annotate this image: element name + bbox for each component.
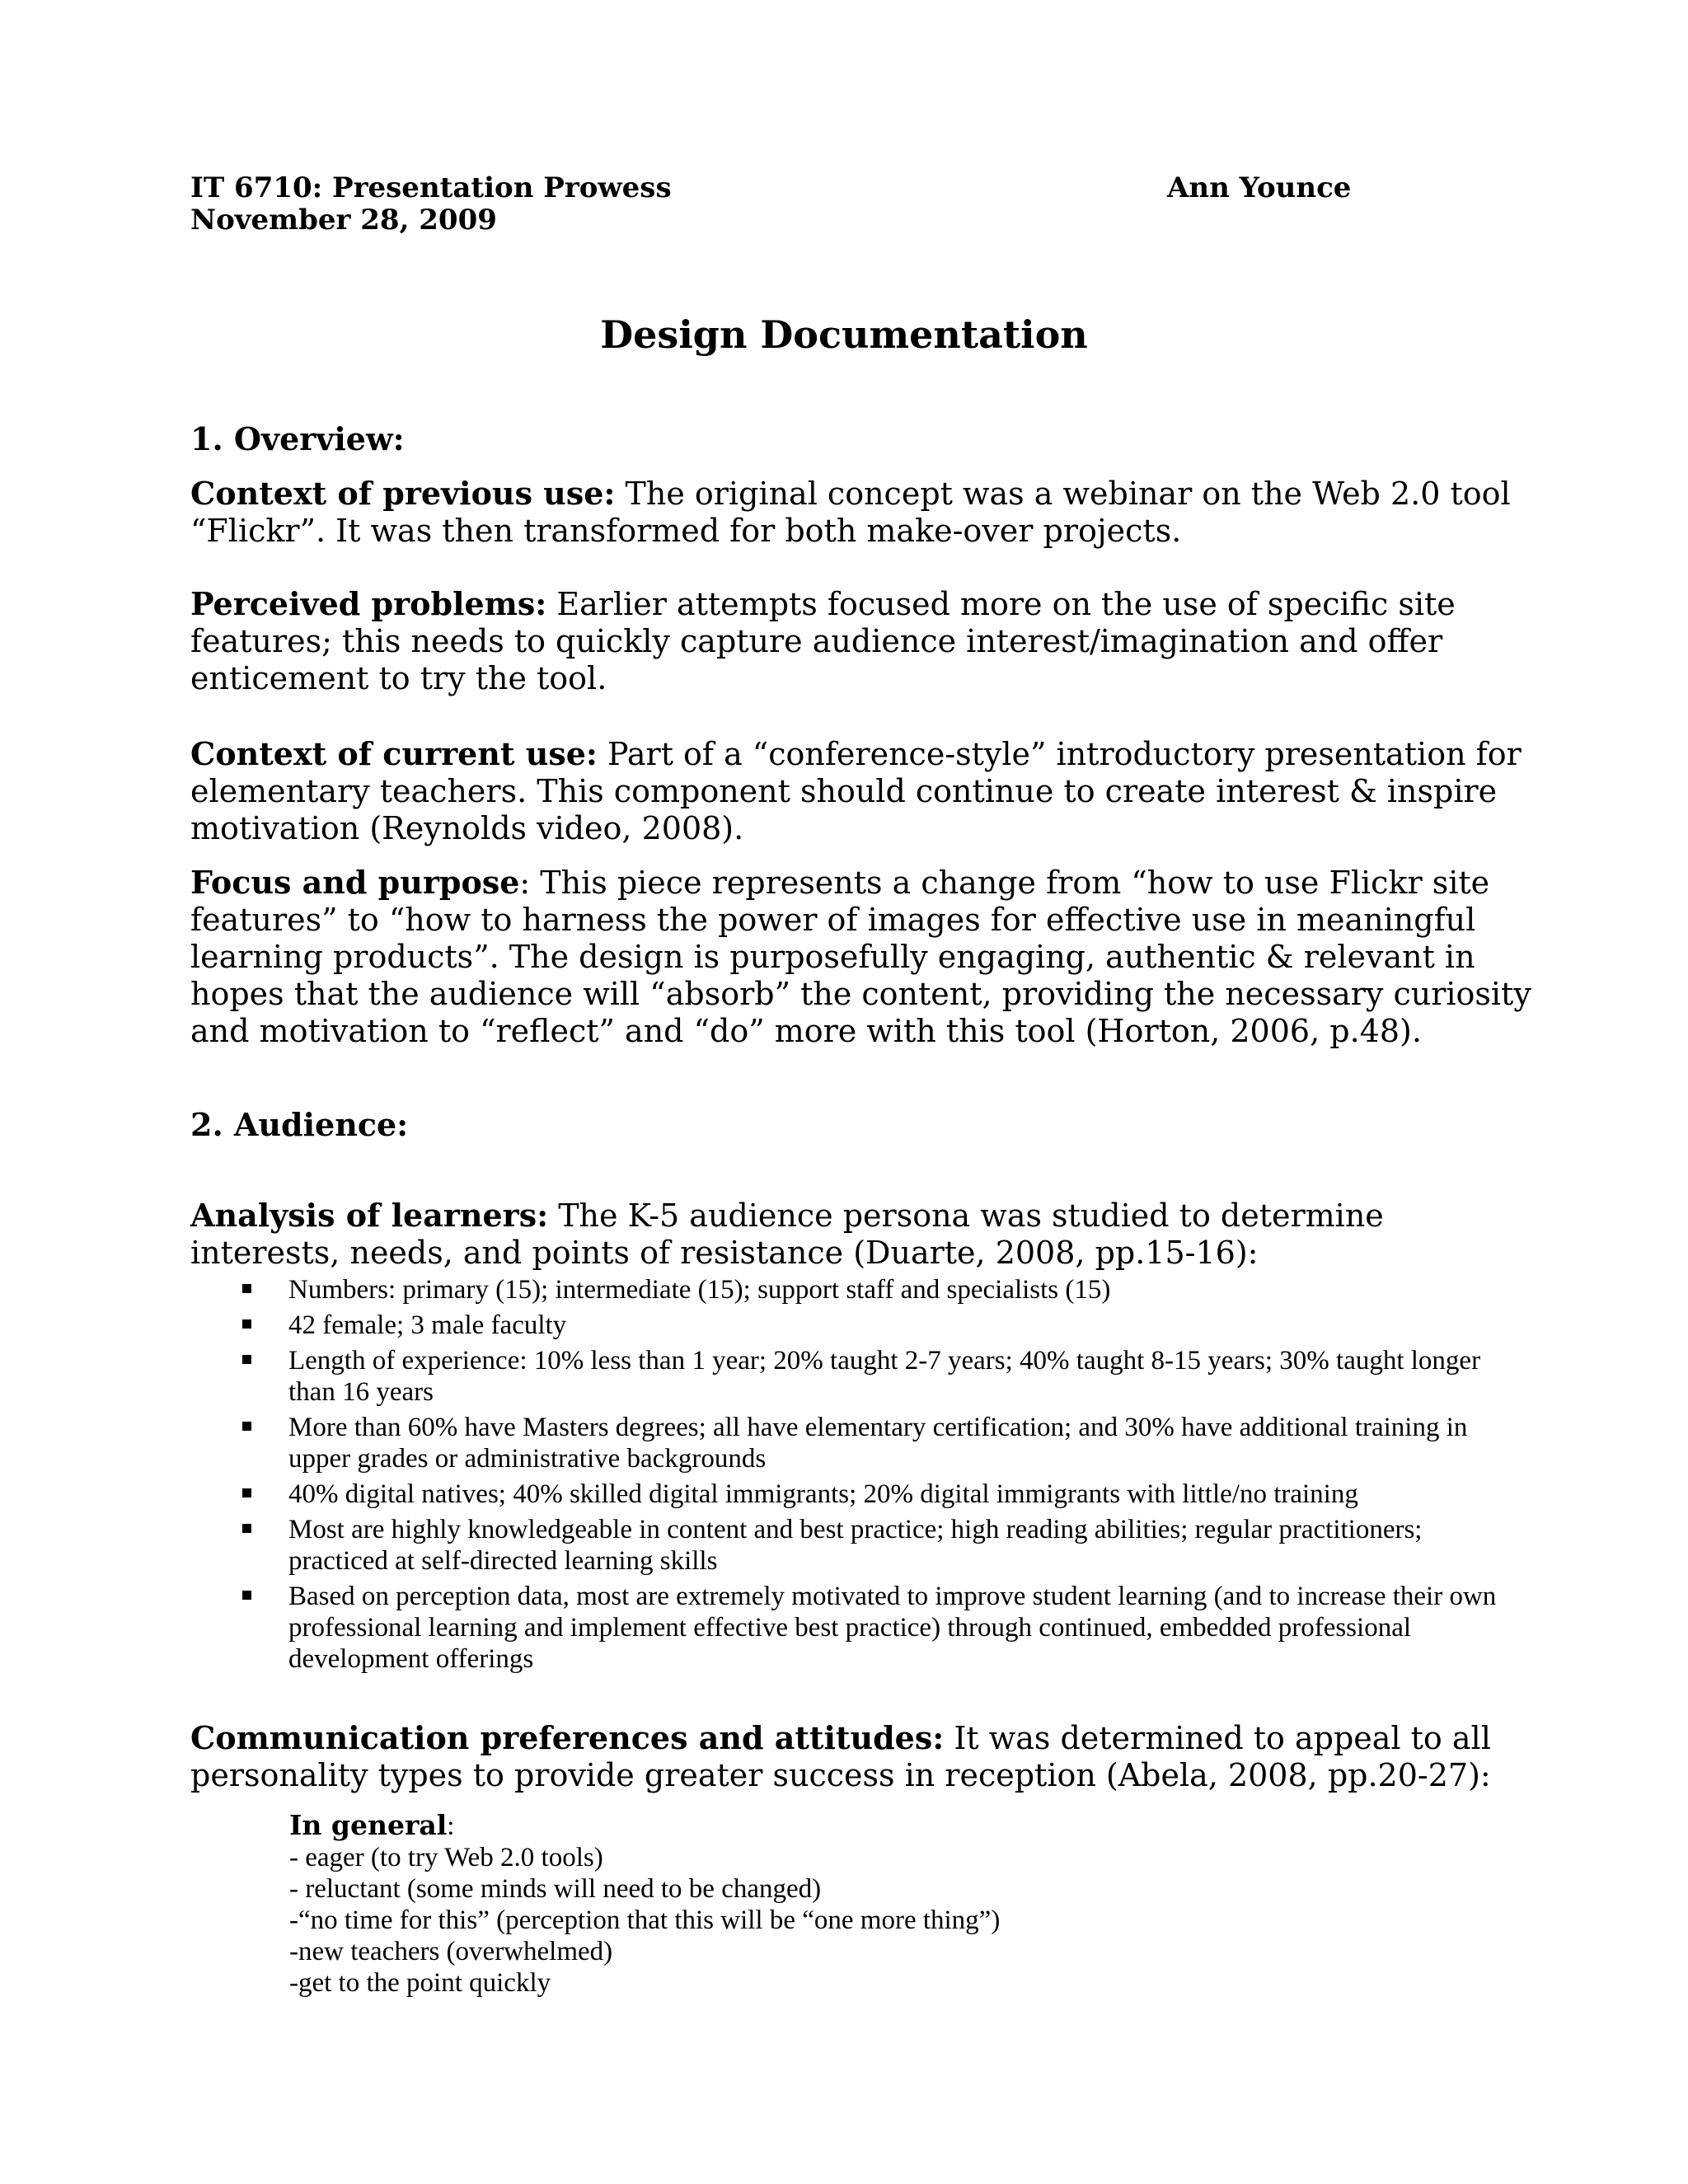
bullet-square-icon <box>242 1488 251 1497</box>
bullet-square-icon <box>242 1422 251 1431</box>
paragraph-context-previous-use <box>190 475 1542 550</box>
paragraph-text: It was determined to appeal to all personality types to provide greater success in reception (Abela, 2008, pp.20-27): <box>190 1720 1491 1793</box>
bullet-square-icon <box>242 1355 251 1364</box>
author-name: Ann Younce <box>1167 171 1352 204</box>
paragraph-communication-preferences <box>190 1719 1542 1794</box>
bullet-square-icon <box>242 1524 251 1533</box>
general-heading: In general: <box>289 1809 455 1841</box>
list-item: Most are highly knowledgeable in content and best practice; high reading abilities; regular practitioners; practiced at self-directed learning skills <box>239 1514 1525 1577</box>
paragraph-text: : This piece represents a change from “how to use Flickr site features” to “how to harness the power of images for effective use in meaningful learning products”. The design is purposefully engaging, authentic & relevant in hopes that the audience will “absorb” the content, providing the necessary curiosity and motivation to “reflect” and “do” more with this tool (Horton, 2006, p.48). <box>190 865 1531 1049</box>
list-item: - reluctant (some minds will need to be changed) <box>289 1874 822 1904</box>
document-date: November 28, 2009 <box>190 204 497 237</box>
paragraph-label: Focus and purpose <box>190 864 520 901</box>
list-item: -get to the point quickly <box>289 1968 551 1998</box>
paragraph-label: Context of current use: <box>190 735 598 772</box>
section-heading-audience: 2. Audience: <box>190 1106 409 1143</box>
paragraph-text: The original concept was a webinar on the Web 2.0 tool “Flickr”. It was then transformed for both make-over projects. <box>190 476 1511 549</box>
general-attitudes-list <box>289 1810 1443 1999</box>
list-item: -new teachers (overwhelmed) <box>289 1937 613 1966</box>
list-item: More than 60% have Masters degrees; all have elementary certification; and 30% have additional training in upper grades or administrative backgrounds <box>239 1412 1525 1474</box>
page-title: Design Documentation <box>600 312 1088 357</box>
paragraph-perceived-problems <box>190 585 1542 697</box>
paragraph-label: Analysis of learners: <box>190 1197 549 1234</box>
list-item: 42 female; 3 male faculty <box>239 1310 1525 1341</box>
paragraph-text: The K-5 audience persona was studied to determine interests, needs, and points of resistance (Duarte, 2008, pp.15-16): <box>190 1197 1384 1271</box>
list-item: Based on perception data, most are extremely motivated to improve student learning (and to increase their own professional learning and implement effective best practice) through continued, embedded professional development offerings <box>239 1581 1525 1675</box>
paragraph-context-current-use <box>190 735 1542 847</box>
section-heading-overview: 1. Overview: <box>190 420 405 457</box>
paragraph-analysis-learners <box>190 1197 1542 1272</box>
paragraph-focus-purpose <box>190 864 1542 1050</box>
paragraph-label: Context of previous use: <box>190 475 616 512</box>
paragraph-text: Part of a “conference-style” introductory presentation for elementary teachers. This component should continue to create interest & inspire motivation (Reynolds video, 2008). <box>190 736 1522 846</box>
list-item: Length of experience: 10% less than 1 year; 20% taught 2-7 years; 40% taught 8-15 years; 30% taught longer than 16 years <box>239 1345 1525 1408</box>
bullet-square-icon <box>242 1284 251 1293</box>
paragraph-text: Earlier attempts focused more on the use of specific site features; this needs to quickly capture audience interest/imagination and offer enticement to try the tool. <box>190 586 1456 696</box>
list-item: Numbers: primary (15); intermediate (15); support staff and specialists (15) <box>239 1274 1525 1305</box>
list-item: - eager (to try Web 2.0 tools) <box>289 1843 603 1872</box>
paragraph-label: Perceived problems: <box>190 585 547 622</box>
learner-bullet-list <box>239 1274 1525 1679</box>
bullet-square-icon <box>242 1319 251 1329</box>
paragraph-label: Communication preferences and attitudes: <box>190 1719 945 1756</box>
list-item: 40% digital natives; 40% skilled digital immigrants; 20% digital immigrants with little/no training <box>239 1479 1525 1510</box>
list-item: -“no time for this” (perception that this will be “one more thing”) <box>289 1905 1001 1935</box>
course-title: IT 6710: Presentation Prowess <box>190 171 672 204</box>
bullet-square-icon <box>242 1591 251 1600</box>
